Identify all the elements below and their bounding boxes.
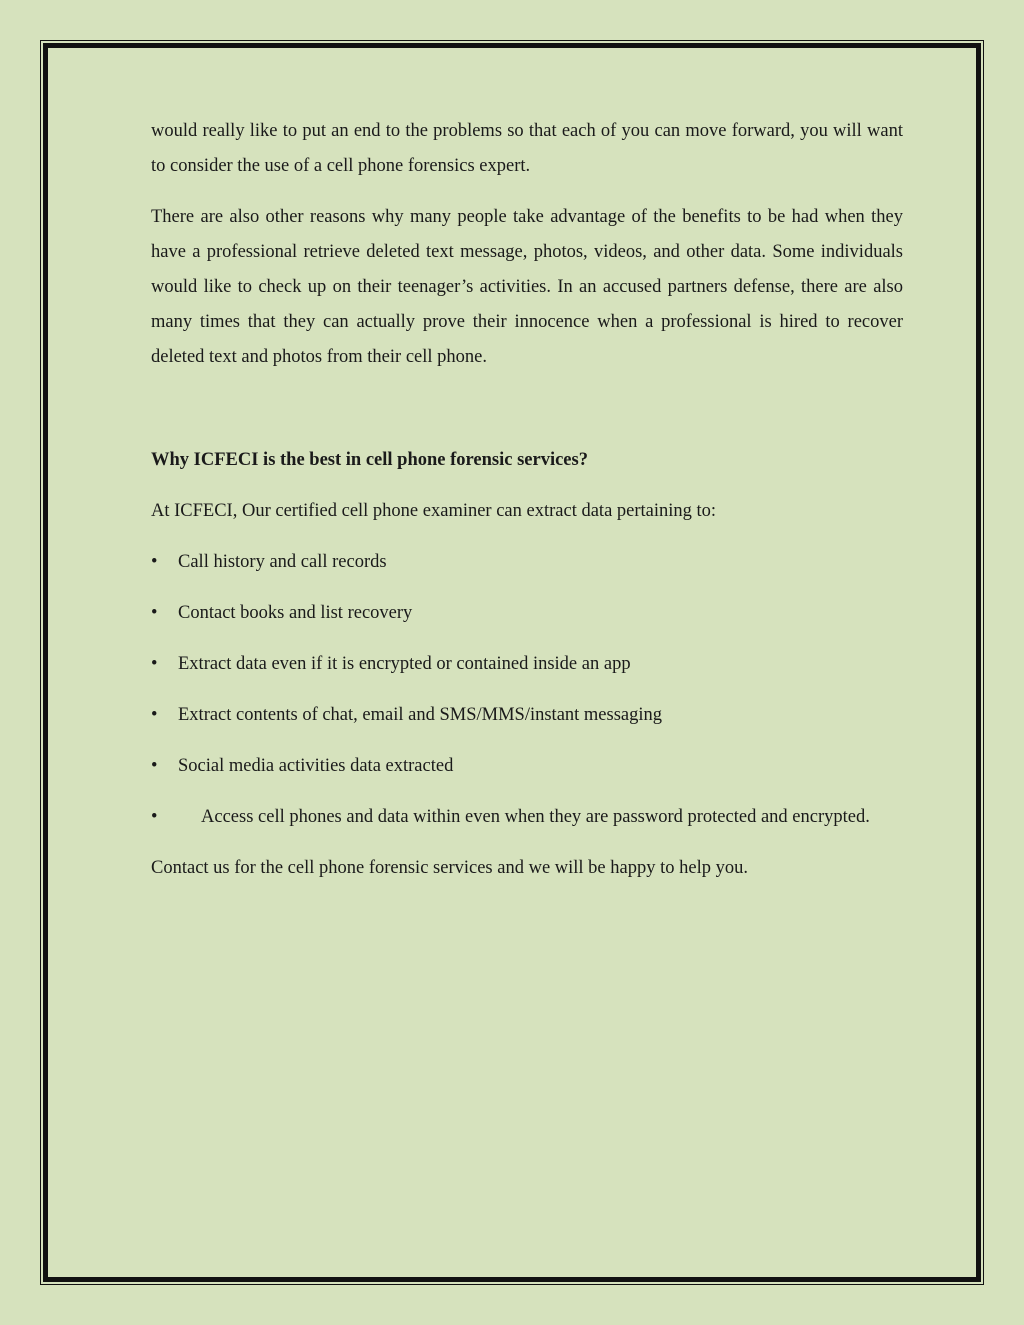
section-heading: Why ICFECI is the best in cell phone forensic services? — [151, 450, 588, 470]
section-spacer — [151, 391, 903, 443]
list-item-text: Social media activities data extracted — [178, 756, 454, 776]
document-body — [151, 114, 903, 902]
bullet-marker: • — [151, 756, 158, 776]
list-item — [151, 647, 903, 682]
closing-paragraph: Contact us for the cell phone forensic services and we will be happy to help you. — [151, 858, 748, 878]
list-item-text: Call history and call records — [178, 552, 387, 572]
list-item-text: Access cell phones and data within even when they are password protected and encrypted. — [201, 807, 870, 827]
bullet-marker: • — [151, 705, 158, 725]
paragraph-reasons: There are also other reasons why many people take advantage of the benefits to be had when they have a professional retrieve deleted text message, photos, videos, and other data. Some individuals would like to check up on their teenager’s activities. In an accused partners defense, there are also many times that they can actually prove their innocence when a professional is hired to recover deleted text and photos from their cell phone. — [151, 207, 903, 367]
bullet-marker: • — [151, 603, 158, 623]
list-item-text: Extract contents of chat, email and SMS/MMS/instant messaging — [178, 705, 663, 725]
list-item — [151, 596, 903, 631]
intro-paragraph: At ICFECI, Our certified cell phone examiner can extract data pertaining to: — [151, 501, 717, 521]
list-item — [151, 698, 903, 733]
list-item — [151, 545, 903, 580]
paragraph-continuation: would really like to put an end to the problems so that each of you can move forward, you will want to consider the use of a cell phone forensics expert. — [151, 121, 903, 176]
bullet-marker: • — [151, 807, 158, 827]
list-item-text: Extract data even if it is encrypted or contained inside an app — [178, 654, 631, 674]
list-item — [151, 800, 903, 835]
bullet-marker: • — [151, 552, 158, 572]
list-item-text: Contact books and list recovery — [178, 603, 413, 623]
bullet-marker: • — [151, 654, 158, 674]
list-item — [151, 749, 903, 784]
